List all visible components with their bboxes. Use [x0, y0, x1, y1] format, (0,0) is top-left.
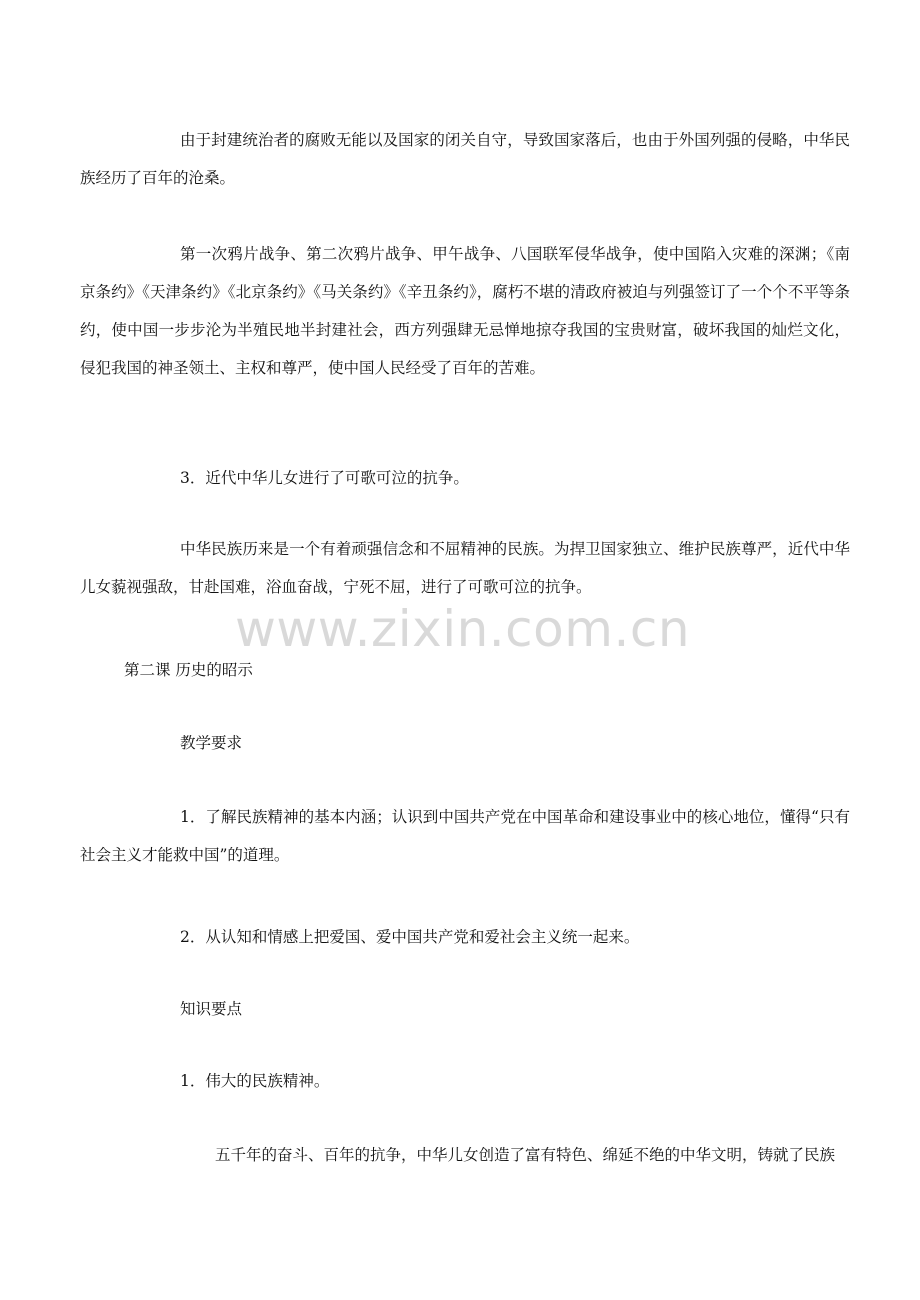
- section-heading-struggle: 3．近代中华儿女进行了可歌可泣的抗争。: [180, 469, 469, 487]
- lesson-title: 第二课 历史的昭示: [124, 661, 253, 679]
- paragraph-national-spirit-struggle: 中华民族历来是一个有着顽强信念和不屈精神的民族。为捍卫国家独立、维护民族尊严，近代中华儿女藐视强敌，甘赴国难，浴血奋战，宁死不屈，进行了可歌可泣的抗争。: [80, 540, 850, 596]
- paragraph-national-spirit: 五千年的奋斗、百年的抗争，中华儿女创造了富有特色、绵延不绝的中华文明，铸就了民族: [215, 1146, 836, 1164]
- paragraph-wars-and-treaties: 第一次鸦片战争、第二次鸦片战争、甲午战争、八国联军侵华战争，使中国陷入灾难的深渊；《南京条约》《天津条约》《北京条约》《马关条约》《辛丑条约》，腐朽不堪的清政府被迫与列强签订了一个个不平等条约，使中国一步步沦为半殖民地半封建社会，西方列强肆无忌惮地掠夺我国的宝贵财富，破坏我国的灿烂文化，侵犯我国的神圣领土、主权和尊严，使中国人民经受了百年的苦难。: [80, 245, 850, 377]
- watermark-text: www.zixin.com.cn: [235, 600, 691, 658]
- paragraph-century-hardship: 由于封建统治者的腐败无能以及国家的闭关自守，导致国家落后，也由于外国列强的侵略，中华民族经历了百年的沧桑。: [80, 131, 850, 187]
- knowledge-points-heading: 知识要点: [180, 1000, 243, 1018]
- knowledge-point-1: 1．伟大的民族精神。: [180, 1072, 330, 1090]
- requirement-item-2: 2．从认知和情感上把爱国、爱中国共产党和爱社会主义统一起来。: [180, 928, 640, 946]
- teaching-requirements-heading: 教学要求: [180, 734, 243, 752]
- requirement-item-1: 1．了解民族精神的基本内涵；认识到中国共产党在中国革命和建设事业中的核心地位，懂得“只有社会主义才能救中国”的道理。: [80, 808, 850, 864]
